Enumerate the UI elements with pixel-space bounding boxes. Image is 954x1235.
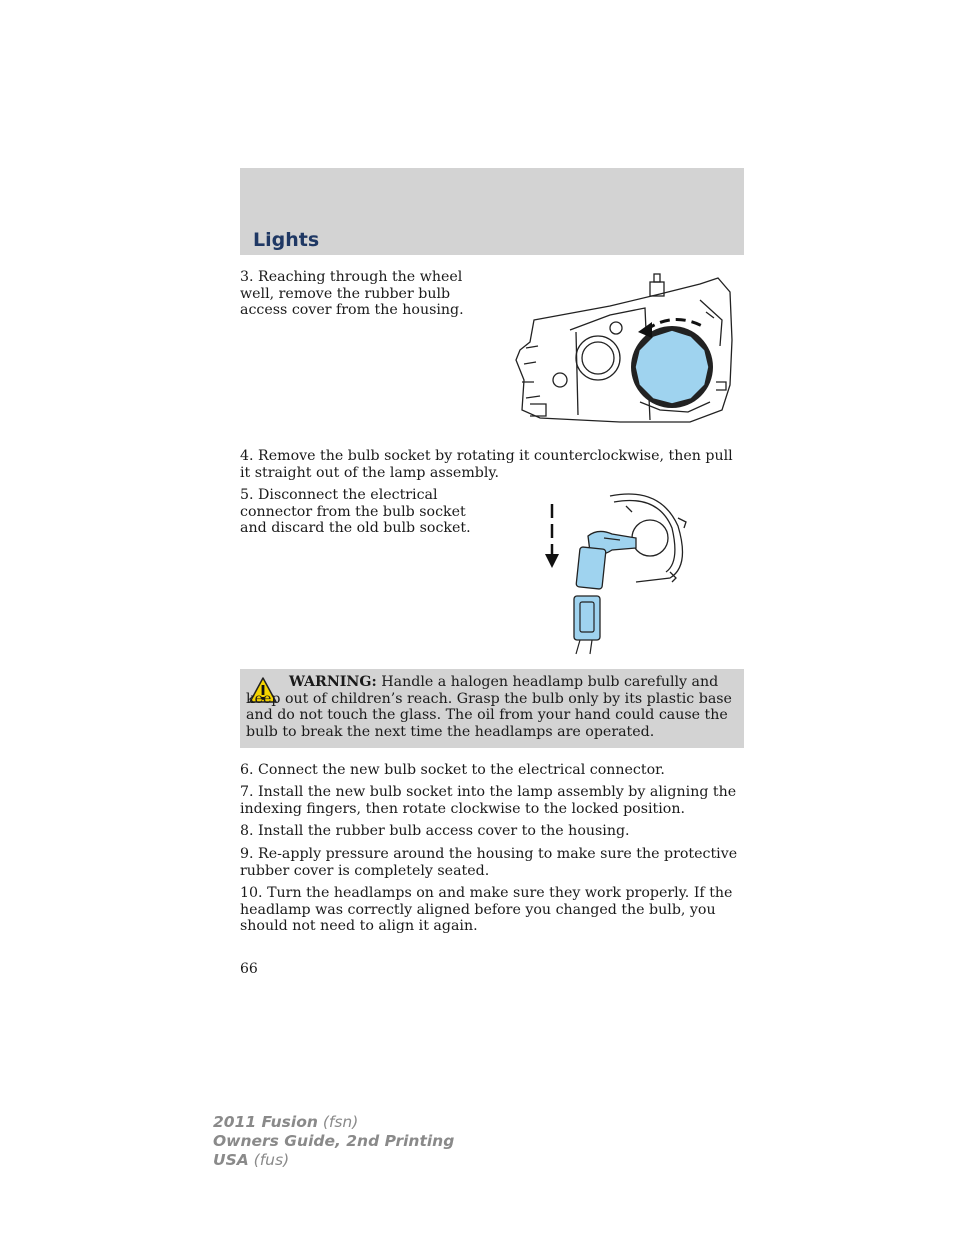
footer-line-2: Owners Guide, 2nd Printing bbox=[213, 1132, 455, 1150]
page-number: 66 bbox=[240, 961, 258, 977]
step-8-text: 8. Install the rubber bulb access cover to the housing. bbox=[240, 823, 630, 839]
section-header-band bbox=[240, 168, 744, 255]
warning-text bbox=[246, 674, 736, 740]
warning-label: WARNING: bbox=[289, 674, 377, 690]
bulb-socket-connector-illustration bbox=[540, 486, 700, 656]
footer-line-1: 2011 Fusion (fsn) bbox=[213, 1113, 359, 1131]
headlamp-housing-illustration bbox=[510, 270, 744, 430]
document-footer bbox=[213, 1113, 454, 1170]
step-9-text: 9. Re-apply pressure around the housing to make sure the protective rubber cover is completely seated. bbox=[240, 846, 738, 879]
warning-box bbox=[240, 669, 744, 748]
step-4-text: 4. Remove the bulb socket by rotating it counterclockwise, then pull it straight out of the lamp assembly. bbox=[240, 448, 733, 481]
warning-body: Handle a halogen headlamp bulb carefully and keep out of children’s reach. Grasp the bulb only by its plastic base and do not touch the glass. The oil from your hand could cause the bulb to break the next time the headlamps are operated. bbox=[246, 674, 732, 740]
step-6-text: 6. Connect the new bulb socket to the electrical connector. bbox=[240, 762, 665, 778]
step-3-text: 3. Reaching through the wheel well, remove the rubber bulb access cover from the housing. bbox=[240, 269, 464, 318]
section-title: Lights bbox=[253, 229, 320, 251]
step-5-text: 5. Disconnect the electrical connector from the bulb socket and discard the old bulb socket. bbox=[240, 487, 471, 536]
step-7-text: 7. Install the new bulb socket into the lamp assembly by aligning the indexing fingers, then rotate clockwise to the locked position. bbox=[240, 784, 737, 817]
footer-line-3: USA (fus) bbox=[213, 1151, 290, 1169]
step-10-text: 10. Turn the headlamps on and make sure they work properly. If the headlamp was correctly aligned before you changed the bulb, you should not need to align it again. bbox=[240, 885, 733, 934]
